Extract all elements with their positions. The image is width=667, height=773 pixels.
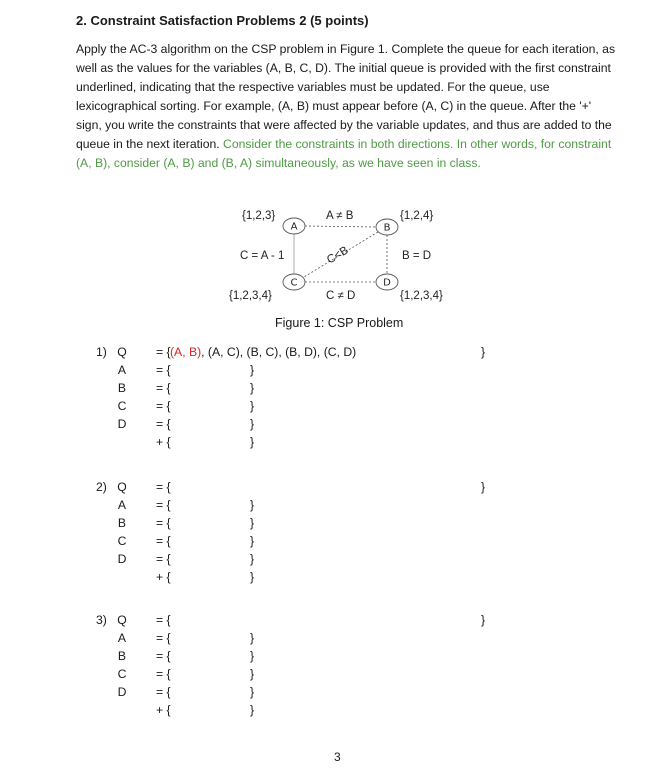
domain-d: {1,2,3,4} xyxy=(400,290,443,302)
close-brace: } xyxy=(250,534,255,548)
iteration-2-row-a xyxy=(0,496,667,514)
row-label-b: B xyxy=(117,516,127,530)
row-label-d: D xyxy=(117,417,127,431)
queue-open-brace: = { xyxy=(156,613,171,627)
domain-a: {1,2,3} xyxy=(242,210,276,222)
queue-close-brace: } xyxy=(481,345,486,359)
row-label-q: Q xyxy=(117,345,127,359)
queue-contents xyxy=(170,343,356,361)
row-label-q: Q xyxy=(117,613,127,627)
edge-label-a-b: A ≠ B xyxy=(326,210,354,222)
iteration-2-label: 2) xyxy=(96,480,107,494)
iteration-2-queue-row xyxy=(0,478,667,496)
node-d-label: D xyxy=(383,277,391,289)
edge-a-b xyxy=(305,226,376,227)
page-number: 3 xyxy=(334,750,341,764)
edge-label-b-d: B = D xyxy=(402,250,432,262)
iteration-1-row-a xyxy=(0,361,667,379)
open-brace: = { xyxy=(156,667,171,681)
close-brace: } xyxy=(250,498,255,512)
open-brace: = { xyxy=(156,685,171,699)
figure-caption: Figure 1: CSP Problem xyxy=(275,316,404,330)
section-points: (5 points) xyxy=(310,13,369,28)
row-label-a: A xyxy=(117,631,127,645)
row-label-c: C xyxy=(117,534,127,548)
open-brace: = { xyxy=(156,363,171,377)
open-brace: = { xyxy=(156,399,171,413)
open-brace: = { xyxy=(156,498,171,512)
plus-open-brace: + { xyxy=(156,435,171,449)
queue-open-brace: = { xyxy=(156,345,171,359)
row-label-b: B xyxy=(117,649,127,663)
iteration-3-row-d xyxy=(0,683,667,701)
queue-close-brace: } xyxy=(481,613,486,627)
iteration-1-row-b xyxy=(0,379,667,397)
close-brace: } xyxy=(250,631,255,645)
iteration-3-queue-row xyxy=(0,611,667,629)
row-label-c: C xyxy=(117,399,127,413)
iteration-1-row-d xyxy=(0,415,667,433)
iteration-3-label: 3) xyxy=(96,613,107,627)
close-brace: } xyxy=(250,417,255,431)
row-label-a: A xyxy=(117,498,127,512)
iteration-1-queue-row xyxy=(0,343,667,361)
row-label-d: D xyxy=(117,685,127,699)
iteration-1-row-c xyxy=(0,397,667,415)
queue-first-constraint: (A, B) xyxy=(170,345,202,359)
node-b-label: B xyxy=(383,222,391,234)
open-brace: = { xyxy=(156,552,171,566)
close-brace: } xyxy=(250,552,255,566)
close-brace: } xyxy=(250,667,255,681)
iteration-2-row-b xyxy=(0,514,667,532)
close-brace: } xyxy=(250,703,255,717)
section-number: 2. xyxy=(76,13,87,28)
row-label-a: A xyxy=(117,363,127,377)
domain-b: {1,2,4} xyxy=(400,210,434,222)
open-brace: = { xyxy=(156,631,171,645)
node-c-label: C xyxy=(290,277,298,289)
close-brace: } xyxy=(250,685,255,699)
section-title: Constraint Satisfaction Problems 2 xyxy=(90,13,307,28)
instructions-text: Apply the AC-3 algorithm on the CSP problem in Figure 1. Complete the queue for each iteration, as well as the values for the variables (A, B, C, D). The initial queue is provided with the first constraint underlined, indicating that the respective variables must be updated. For the queue, use lexicographical sorting. For example, (A, B) must appear before (A, C) in the queue. After the '+' sign, you write the constraints that were affected by the variable updates, and thus are added to the queue in the next iteration. xyxy=(76,42,616,151)
queue-open-brace: = { xyxy=(156,480,171,494)
edge-label-b-c: C<B xyxy=(324,244,351,267)
iteration-3-row-c xyxy=(0,665,667,683)
plus-open-brace: + { xyxy=(156,703,171,717)
queue-remaining-constraints: , (A, C), (B, C), (B, D), (C, D) xyxy=(201,345,357,359)
queue-close-brace: } xyxy=(481,480,486,494)
open-brace: = { xyxy=(156,516,171,530)
plus-open-brace: + { xyxy=(156,570,171,584)
node-c xyxy=(283,274,305,290)
open-brace: = { xyxy=(156,417,171,431)
row-label-b: B xyxy=(117,381,127,395)
iteration-1-row-plus xyxy=(0,433,667,451)
open-brace: = { xyxy=(156,649,171,663)
row-label-d: D xyxy=(117,552,127,566)
node-a-label: A xyxy=(290,221,298,233)
instructions-note-green: Consider the constraints in both directions. In other words, for constraint (A, B), consider (A, B) and (B, A) simultaneously, as we have seen in class. xyxy=(76,137,612,170)
domain-c: {1,2,3,4} xyxy=(229,290,272,302)
open-brace: = { xyxy=(156,534,171,548)
close-brace: } xyxy=(250,381,255,395)
close-brace: } xyxy=(250,570,255,584)
csp-graph-figure xyxy=(0,0,667,340)
close-brace: } xyxy=(250,649,255,663)
row-label-c: C xyxy=(117,667,127,681)
close-brace: } xyxy=(250,516,255,530)
row-label-q: Q xyxy=(117,480,127,494)
iteration-3-row-a xyxy=(0,629,667,647)
iteration-1-label: 1) xyxy=(96,345,107,359)
iteration-2-row-d xyxy=(0,550,667,568)
node-d xyxy=(376,274,398,290)
close-brace: } xyxy=(250,399,255,413)
iteration-2-row-plus xyxy=(0,568,667,586)
close-brace: } xyxy=(250,435,255,449)
edge-label-c-d: C ≠ D xyxy=(326,290,356,302)
iteration-2-row-c xyxy=(0,532,667,550)
iteration-3-row-plus xyxy=(0,701,667,719)
node-a xyxy=(283,218,305,234)
node-b xyxy=(376,219,398,235)
close-brace: } xyxy=(250,363,255,377)
open-brace: = { xyxy=(156,381,171,395)
iteration-3-row-b xyxy=(0,647,667,665)
edge-label-a-c: C = A - 1 xyxy=(240,250,285,262)
